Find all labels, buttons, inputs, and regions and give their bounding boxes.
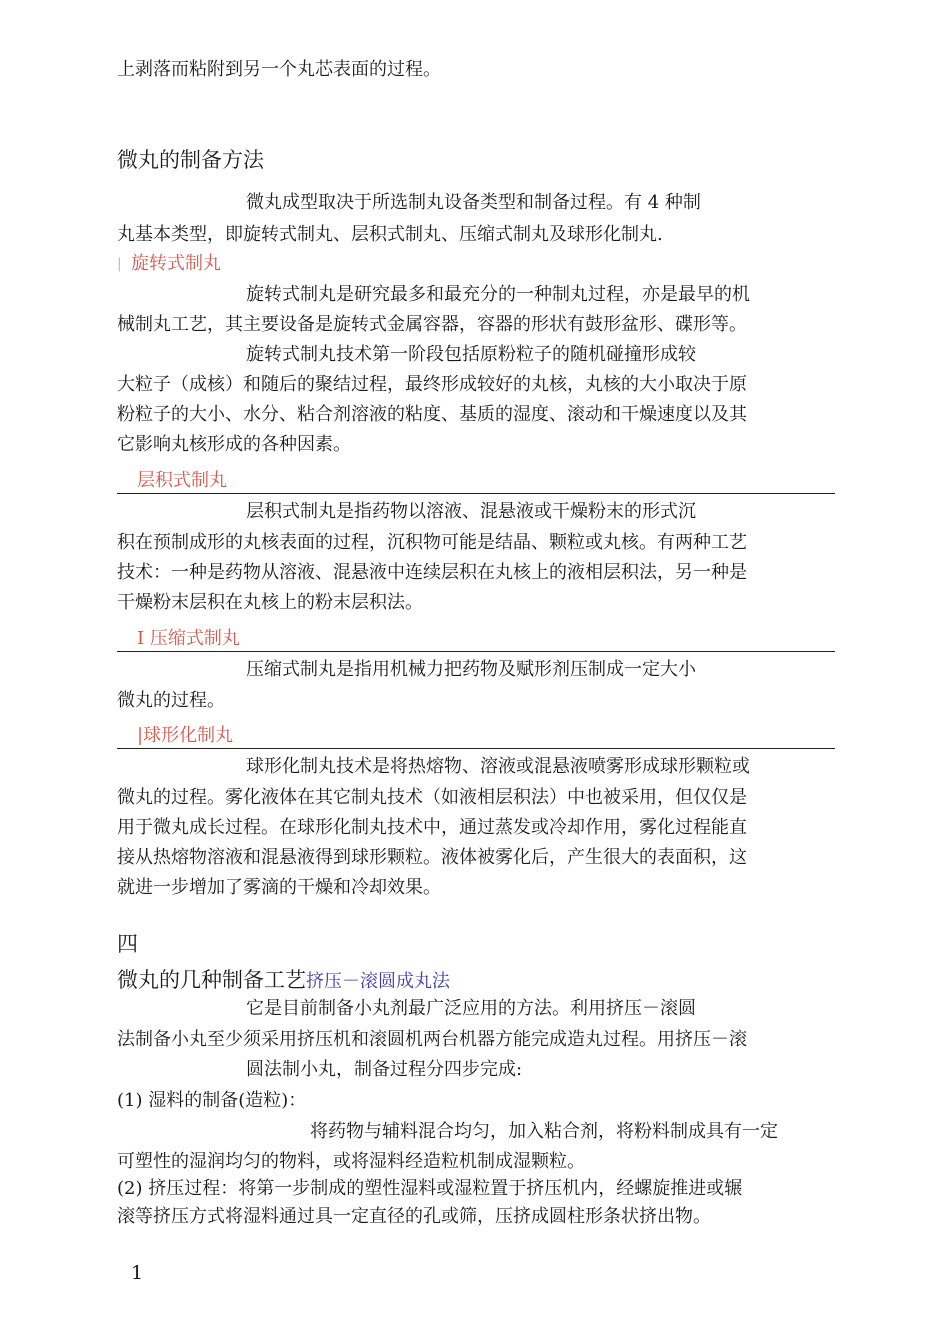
rotary-title: 旋转式制丸 xyxy=(131,253,221,274)
rotary-line: 大粒子（成核）和随后的聚结过程，最终形成较好的丸核，丸核的大小取决于原 xyxy=(117,374,747,395)
step1-title: (1) 湿料的制备(造粒)： xyxy=(117,1090,307,1111)
spheronization-line: 接从热熔物溶液和混悬液得到球形颗粒。液体被雾化后，产生很大的表面积，这 xyxy=(117,847,747,868)
rotary-line: 旋转式制丸技术第一阶段包括原粉粒子的随机碰撞形成较 xyxy=(246,344,696,365)
layering-title: 层积式制丸 xyxy=(137,470,227,491)
spheronization-line: 微丸的过程。雾化液体在其它制丸技术（如液相层积法）中也被采用，但仅仅是 xyxy=(117,787,747,808)
spheronization-line: 用于微丸成长过程。在球形化制丸技术中，通过蒸发或冷却作用，雾化过程能直 xyxy=(117,817,747,838)
step2-line: 滚等挤压方式将湿料通过具一定直径的孔或筛，压挤成圆柱形条状挤出物。 xyxy=(117,1206,711,1227)
page-number: 1 xyxy=(131,1262,144,1284)
compression-title: I 压缩式制丸 xyxy=(137,628,240,649)
rotary-line: 旋转式制丸是研究最多和最充分的一种制丸过程，亦是最早的机 xyxy=(246,284,750,305)
spheronization-rule xyxy=(117,748,835,749)
section4-heading-main: 微丸的几种制备工艺 xyxy=(117,968,306,992)
spheronization-title: |球形化制丸 xyxy=(137,725,234,746)
layering-line: 技术：一种是药物从溶液、混悬液中连续层积在丸核上的液相层积法，另一种是 xyxy=(117,562,747,583)
section4-line: 它是目前制备小丸剂最广泛应用的方法。利用挤压－滚圆 xyxy=(246,998,696,1019)
step1-line: 将药物与辅料混合均匀，加入粘合剂，将粉料制成具有一定 xyxy=(310,1121,778,1142)
compression-line: 压缩式制丸是指用机械力把药物及赋形剂压制成一定大小 xyxy=(246,659,696,680)
rotary-marker: | xyxy=(117,256,122,272)
section4-line: 法制备小丸至少须采用挤压机和滚圆机两台机器方能完成造丸过程。用挤压－滚 xyxy=(117,1029,747,1050)
section-number: 四 xyxy=(117,932,138,956)
rotary-line: 粉粒子的大小、水分、粘合剂溶液的粘度、基质的湿度、滚动和干燥速度以及其 xyxy=(117,404,747,425)
step2-line: (2) 挤压过程：将第一步制成的塑性湿料或湿粒置于挤压机内，经螺旋推进或辗 xyxy=(117,1178,743,1199)
methods-intro-line: 丸基本类型，即旋转式制丸、层积式制丸、压缩式制丸及球形化制丸. xyxy=(117,224,663,245)
layering-line: 干燥粉末层积在丸核上的粉末层积法。 xyxy=(117,592,423,613)
methods-intro-line: 微丸成型取决于所选制丸设备类型和制备过程。有 4 种制 xyxy=(246,192,701,213)
intro-tail: 上剥落而粘附到另一个丸芯表面的过程。 xyxy=(117,59,441,80)
layering-line: 积在预制成形的丸核表面的过程，沉积物可能是结晶、颗粒或丸核。有两种工艺 xyxy=(117,532,747,553)
section4-line: 圆法制小丸，制备过程分四步完成: xyxy=(246,1059,523,1080)
step1-line: 可塑性的湿润均匀的物料，或将湿料经造粒机制成湿颗粒。 xyxy=(117,1151,585,1172)
section4-subheading: 挤压－滚圆成丸法 xyxy=(306,971,450,992)
methods-heading: 微丸的制备方法 xyxy=(117,148,264,172)
rotary-line: 它影响丸核形成的各种因素。 xyxy=(117,434,351,455)
section4-heading xyxy=(117,966,450,996)
compression-rule xyxy=(117,651,835,652)
rotary-line: 械制丸工艺，其主要设备是旋转式金属容器，容器的形状有鼓形盆形、碟形等。 xyxy=(117,314,747,335)
layering-line: 层积式制丸是指药物以溶液、混悬液或干燥粉末的形式沉 xyxy=(246,501,696,522)
spheronization-line: 球形化制丸技术是将热熔物、溶液或混悬液喷雾形成球形颗粒或 xyxy=(246,756,750,777)
compression-line: 微丸的过程。 xyxy=(117,690,225,711)
layering-rule xyxy=(117,493,835,494)
spheronization-line: 就进一步增加了雾滴的干燥和冷却效果。 xyxy=(117,877,441,898)
